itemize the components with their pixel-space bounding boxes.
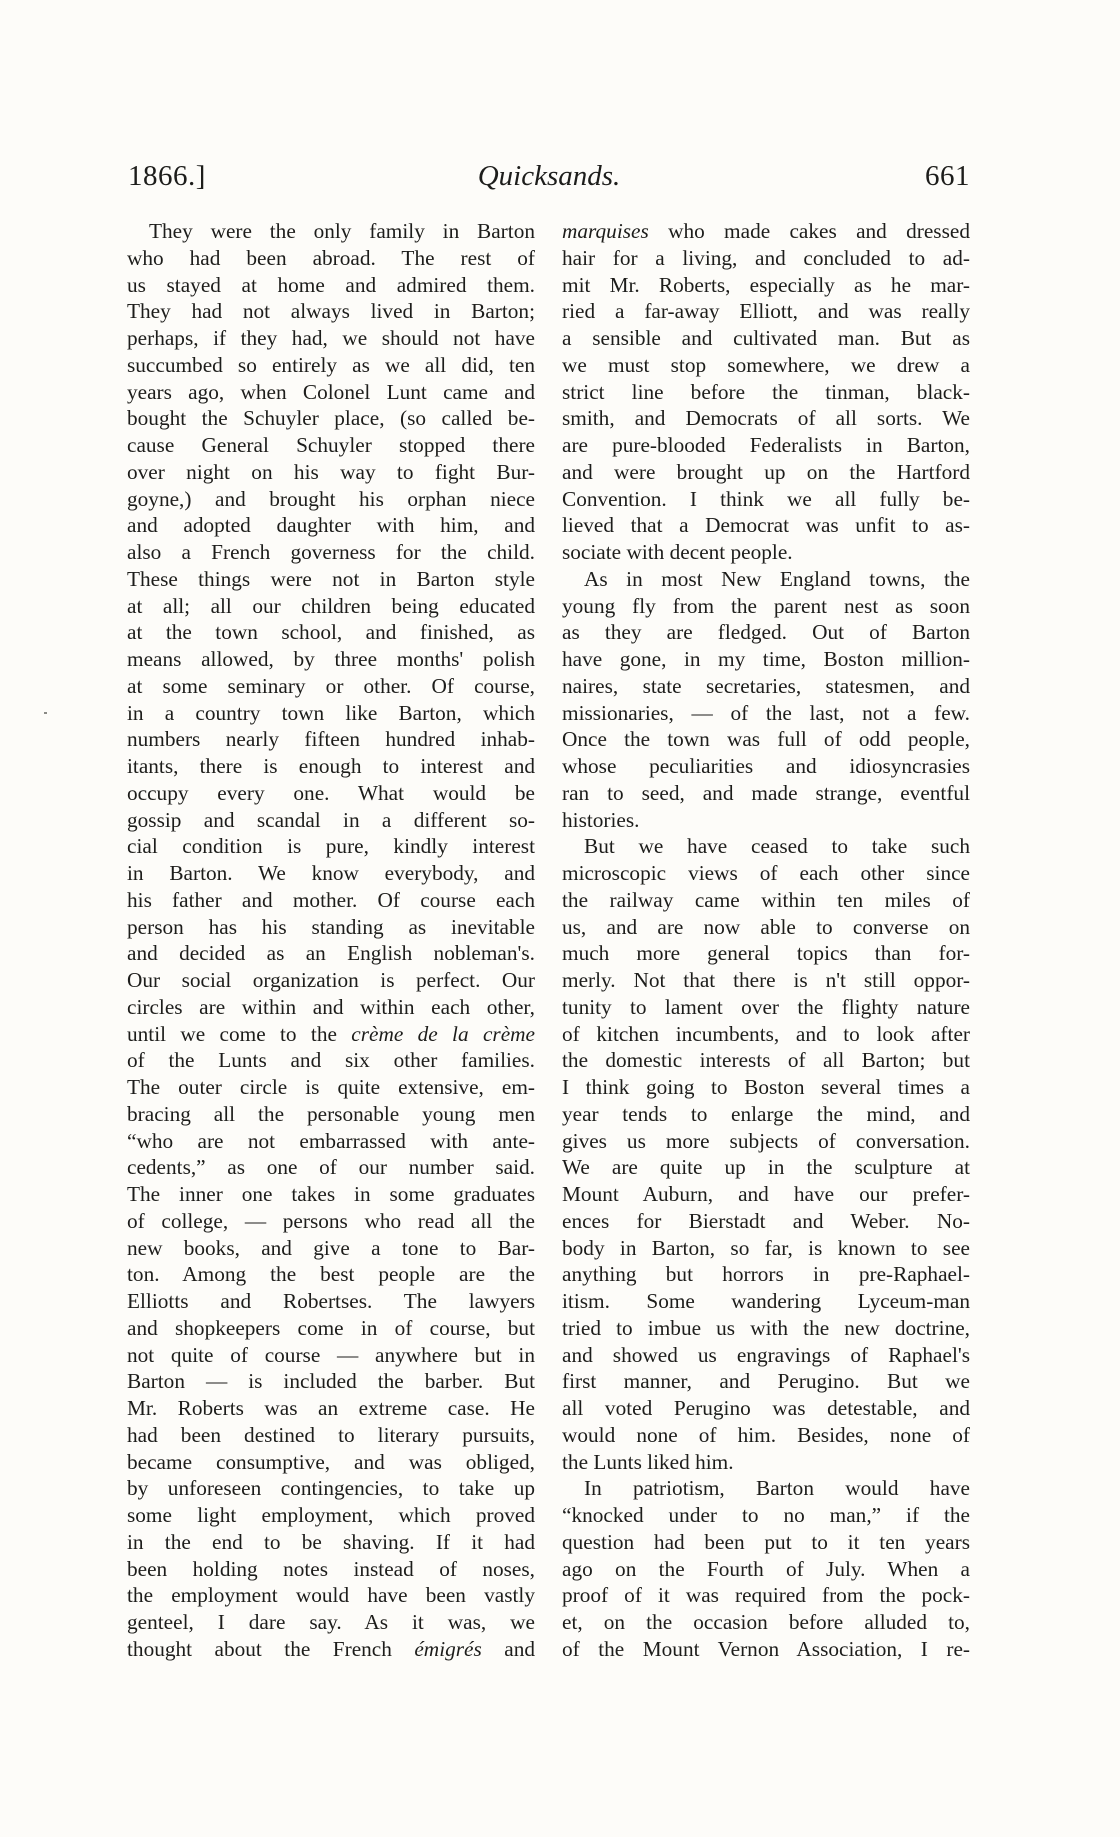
text-line: proof of it was required from the pock- (562, 1583, 970, 1608)
text-line: and adopted daughter with him, and (127, 513, 535, 538)
text-line: bought the Schuyler place, (so called be- (127, 406, 535, 431)
text-line: as they are fledged. Out of Barton (562, 620, 970, 645)
text-line: until we come to the crème de la crème (127, 1021, 535, 1046)
text-line: sociate with decent people. (562, 540, 793, 564)
page-number: 661 (925, 160, 970, 192)
text-line: “knocked under to no man,” if the (562, 1503, 970, 1527)
text-line: his father and mother. Of course each (127, 887, 535, 912)
text-line: question had been put to it ten years (562, 1529, 970, 1554)
text-line: Convention. I think we all fully be- (562, 486, 970, 511)
italic-phrase: crème de la crème (351, 1021, 535, 1046)
text-line: young fly from the parent nest as soon (562, 593, 970, 618)
text-line: of kitchen incumbents, and to look after (562, 1021, 970, 1046)
text-line: thought about the French émigrés and (127, 1636, 535, 1661)
text-line: ences for Bierstadt and Weber. No- (562, 1208, 970, 1233)
text-line: itants, there is enough to interest and (127, 754, 535, 778)
text-line: we must stop somewhere, we drew a (562, 352, 970, 377)
left-text-column (127, 218, 535, 1663)
text-line: As in most New England towns, the (584, 566, 970, 591)
text-line: person has his standing as inevitable (127, 914, 535, 939)
text-line: cial condition is pure, kindly interest (127, 834, 535, 859)
text-line: some light employment, which proved (127, 1503, 535, 1527)
text-line: ried a far-away Elliott, and was really (562, 299, 970, 324)
text-line: us stayed at home and admired them. (127, 272, 535, 297)
text-line: much more general topics than for- (562, 941, 970, 966)
text-line: a sensible and cultivated man. But as (562, 326, 970, 350)
text-line: who had been abroad. The rest of (127, 245, 535, 270)
text-line: occupy every one. What would be (127, 780, 535, 805)
text-line: of the Mount Vernon Association, I re- (562, 1636, 970, 1661)
text-line: succumbed so entirely as we all did, ten (127, 352, 535, 377)
text-line: mit Mr. Roberts, especially as he mar- (562, 272, 970, 297)
text-line: I think going to Boston several times a (562, 1075, 970, 1099)
text-line: hair for a living, and concluded to ad- (562, 245, 970, 270)
italic-phrase: marquises (562, 219, 649, 243)
text-line: tunity to lament over the flighty nature (562, 994, 970, 1019)
text-line: first manner, and Perugino. But we (562, 1369, 970, 1394)
text-line: cause General Schuyler stopped there (127, 433, 535, 457)
text-line: would none of him. Besides, none of (562, 1422, 970, 1447)
text-line: at some seminary or other. Of course, (127, 673, 535, 698)
text-line: means allowed, by three months' polish (127, 647, 535, 671)
text-line: of college, — persons who read all the (127, 1208, 535, 1233)
text-line: and were brought up on the Hartford (562, 459, 970, 484)
text-line: “who are not embarrassed with ante- (127, 1128, 535, 1153)
text-line: strict line before the tinman, black- (562, 379, 970, 404)
text-line: in a country town like Barton, which (127, 700, 535, 725)
text-line: perhaps, if they had, we should not have (127, 326, 535, 350)
text-line: marquises who made cakes and dressed (562, 219, 970, 243)
print-speck (44, 712, 47, 714)
text-line: gives us more subjects of conversation. (562, 1128, 970, 1153)
text-line: ran to seed, and made strange, eventful (562, 780, 970, 805)
text-line: body in Barton, so far, is known to see (562, 1235, 970, 1260)
text-line: also a French governess for the child. (127, 540, 535, 564)
text-line: new books, and give a tone to Bar- (127, 1235, 535, 1260)
text-line: in the end to be shaving. If it had (127, 1529, 535, 1554)
text-line: gossip and scandal in a different so- (127, 807, 535, 832)
text-line: have gone, in my time, Boston million- (562, 647, 970, 671)
text-line: They were the only family in Barton (149, 219, 535, 243)
header-year: 1866.] (128, 160, 206, 192)
text-line: whose peculiarities and idiosyncrasies (562, 754, 970, 778)
text-line: and showed us engravings of Raphael's (562, 1342, 970, 1367)
text-line: Mount Auburn, and have our prefer- (562, 1182, 970, 1206)
text-line: But we have ceased to take such (584, 834, 970, 859)
text-line: Our social organization is perfect. Our (127, 968, 535, 992)
text-line: bracing all the personable young men (127, 1101, 535, 1126)
text-line: all voted Perugino was detestable, and (562, 1396, 970, 1420)
text-line: the employment would have been vastly (127, 1583, 535, 1608)
text-line: the Lunts liked him. (562, 1449, 734, 1474)
text-line: at the town school, and finished, as (127, 620, 535, 645)
text-line: and decided as an English nobleman's. (127, 941, 535, 966)
text-line: et, on the occasion before alluded to, (562, 1610, 970, 1634)
text-line: are pure-blooded Federalists in Barton, (562, 433, 970, 457)
text-line: itism. Some wandering Lyceum-man (562, 1289, 970, 1313)
text-line: missionaries, — of the last, not a few. (562, 700, 970, 725)
text-line: the domestic interests of all Barton; but (562, 1048, 970, 1073)
text-line: at all; all our children being educated (127, 593, 535, 618)
text-line: anything but horrors in pre-Raphael- (562, 1262, 970, 1287)
text-line: of the Lunts and six other families. (127, 1048, 535, 1073)
text-line: Once the town was full of odd people, (562, 727, 970, 752)
text-line: became consumptive, and was obliged, (127, 1449, 535, 1474)
text-line: had been destined to literary pursuits, (127, 1422, 535, 1447)
text-line: Elliotts and Robertses. The lawyers (127, 1289, 535, 1313)
text-line: Barton — is included the barber. But (127, 1369, 535, 1394)
text-line: by unforeseen contingencies, to take up (127, 1476, 535, 1501)
text-line: tried to imbue us with the new doctrine, (562, 1315, 970, 1340)
right-text-column (562, 218, 970, 1663)
text-line: smith, and Democrats of all sorts. We (562, 406, 970, 431)
text-line: years ago, when Colonel Lunt came and (127, 379, 535, 404)
text-line: ago on the Fourth of July. When a (562, 1556, 970, 1581)
header-title: Quicksands. (477, 160, 621, 192)
running-head (128, 160, 970, 200)
text-line: In patriotism, Barton would have (584, 1476, 970, 1501)
text-line: microscopic views of each other since (562, 861, 970, 885)
text-line: ton. Among the best people are the (127, 1262, 535, 1287)
text-line: Mr. Roberts was an extreme case. He (127, 1396, 535, 1420)
text-line: numbers nearly fifteen hundred inhab- (127, 727, 535, 752)
text-line: lieved that a Democrat was unfit to as- (562, 513, 970, 538)
text-line: and shopkeepers come in of course, but (127, 1315, 535, 1340)
text-line: goyne,) and brought his orphan niece (127, 486, 535, 511)
text-line: The inner one takes in some graduates (127, 1182, 535, 1206)
text-line: not quite of course — anywhere but in (127, 1342, 535, 1367)
text-line: us, and are now able to converse on (562, 914, 970, 939)
text-line: the railway came within ten miles of (562, 887, 970, 912)
text-line: naires, state secretaries, statesmen, and (562, 673, 970, 698)
text-line: merly. Not that there is n't still oppor- (562, 968, 970, 992)
text-line: The outer circle is quite extensive, em- (127, 1075, 535, 1099)
text-line: genteel, I dare say. As it was, we (127, 1610, 535, 1634)
text-line: over night on his way to fight Bur- (127, 459, 535, 484)
text-line: been holding notes instead of noses, (127, 1556, 535, 1581)
text-line: cedents,” as one of our number said. (127, 1155, 535, 1180)
italic-phrase: émigrés (414, 1636, 482, 1661)
text-line: These things were not in Barton style (127, 566, 535, 591)
text-line: histories. (562, 807, 640, 832)
text-line: They had not always lived in Barton; (127, 299, 535, 324)
text-line: circles are within and within each other, (127, 994, 535, 1019)
text-line: in Barton. We know everybody, and (127, 861, 535, 885)
text-line: year tends to enlarge the mind, and (562, 1101, 970, 1126)
text-line: We are quite up in the sculpture at (562, 1155, 970, 1180)
